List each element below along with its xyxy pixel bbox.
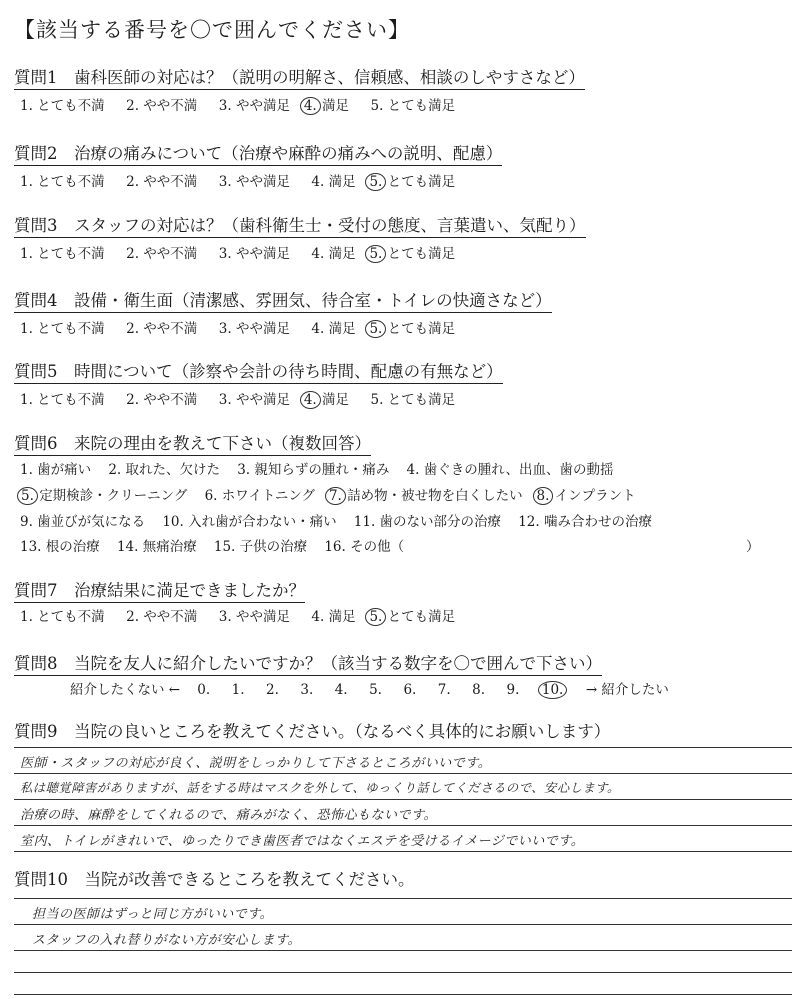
q10-rule [14,924,792,925]
q1-label: 質問1 歯科医師の対応は？（説明の明解さ、信頼感、相談のしやすさなど） [14,64,585,88]
q6-label: 質問6 来院の理由を教えて下さい（複数回答） [14,430,371,454]
q5-opt-3[interactable]: 3. やや満足 [218,392,290,408]
q8-label: 質問8 当院を友人に紹介したいですか？（該当する数字を〇で囲んで下さい） [14,650,602,674]
q5-opt-4-circled[interactable]: 4. [300,391,321,409]
q2-opt-3[interactable]: 3. やや満足 [218,174,290,190]
q6-opt-7-circled[interactable]: 7. [325,487,346,505]
q8-num-4[interactable]: 4. [334,682,348,698]
q8-num-3[interactable]: 3. [300,682,314,698]
q4-label: 質問4 設備・衛生面（清潔感、雰囲気、待合室・トイレの快適さなど） [14,287,552,311]
q9-answer-2: 私は聴覚障害がありますが、話をする時はマスクを外して、ゆっくり話してくださるので、安心します。 [20,781,620,795]
q5-opt-2[interactable]: 2. やや不満 [126,392,198,408]
q6-opt-13[interactable]: 13. 根の治療 [20,539,100,555]
q6-opt-4[interactable]: 4. 歯ぐきの腫れ、出血、歯の動揺 [406,462,614,478]
q3-opt-2[interactable]: 2. やや不満 [126,246,198,262]
q5-options [20,388,455,409]
q2-opt-4[interactable]: 4. 満足 [311,174,356,190]
q4-opt-1[interactable]: 1. とても不満 [20,321,105,337]
q8-num-0[interactable]: 0. [197,682,211,698]
q5-label: 質問5 時間について（診察や会計の待ち時間、配慮の有無など） [14,358,503,382]
q10-answer-2: スタッフの入れ替りがない方が安心します。 [32,933,301,948]
q3-opt-5-text: とても満足 [387,246,456,262]
q8-num-6[interactable]: 6. [403,682,417,698]
q8-num-8[interactable]: 8. [472,682,486,698]
q1-options [20,94,455,115]
q2-label: 質問2 治療の痛みについて（治療や麻酔の痛みへの説明、配慮） [14,140,502,164]
q6-opt-14[interactable]: 14. 無痛治療 [116,539,197,555]
q5-opt-1[interactable]: 1. とても不満 [20,392,105,408]
q7-opt-5-circled[interactable]: 5. [365,608,386,626]
q1-opt-5[interactable]: 5. とても満足 [370,98,456,114]
q6-opt-15[interactable]: 15. 子供の治療 [213,539,308,555]
q6-row4 [20,535,404,555]
q7-opt-5-text: とても満足 [387,609,456,625]
q8-num-5[interactable]: 5. [369,682,382,698]
q10-rule [14,950,792,951]
q6-opt-8-circled[interactable]: 8. [533,487,554,505]
q9-rule [14,851,792,852]
q6-opt-1[interactable]: 1. 歯が痛い [20,462,92,478]
q8-num-1[interactable]: 1. [231,682,245,698]
q4-opt-2[interactable]: 2. やや不満 [126,321,198,337]
q8-scale [70,678,669,699]
q10-answer-1: 担当の医師はずっと同じ方がいいです。 [32,907,274,922]
q3-opt-3[interactable]: 3. やや満足 [218,246,290,262]
q4-opt-3[interactable]: 3. やや満足 [218,321,290,337]
q7-opt-2[interactable]: 2. やや不満 [126,609,198,625]
q6-opt-7-text: 詰め物・被せ物を白くしたい [347,488,523,504]
q1-opt-4-circled[interactable]: 4. [300,97,321,115]
q5-opt-5[interactable]: 5. とても満足 [370,392,456,408]
q8-right-label: → 紹介したい [585,682,669,698]
q9-answer-4: 室内、トイレがきれいで、ゆったりでき歯医者ではなくエステを受けるイメージでいいです。 [20,834,585,849]
q2-opt-5-circled[interactable]: 5. [365,173,386,191]
q8-num-9[interactable]: 9. [506,682,520,698]
q3-opt-5-circled[interactable]: 5. [365,245,386,263]
q7-opt-4[interactable]: 4. 満足 [311,609,356,625]
q7-options [20,605,455,626]
q6-opt-8-text: インプラント [554,488,636,504]
q2-opt-5-text: とても満足 [387,174,456,190]
q6-opt-9[interactable]: 9. 歯並びが気になる [20,514,146,530]
q3-label: 質問3 スタッフの対応は？（歯科衛生士・受付の態度、言葉遣い、気配り） [14,212,586,236]
q1-opt-1[interactable]: 1. とても不満 [20,98,105,114]
q10-label: 質問10 当院が改善できるところを教えてください。 [14,870,415,889]
q4-opt-5-circled[interactable]: 5. [365,320,386,338]
q4-opt-4[interactable]: 4. 満足 [311,321,356,337]
q4-options [20,317,455,338]
q6-opt-10[interactable]: 10. 入れ歯が合わない・痛い [162,514,337,530]
q6-opt-3[interactable]: 3. 親知らずの腫れ・痛み [237,462,390,478]
q10-rule [14,994,792,995]
q10-rule [14,972,792,973]
q1-opt-3[interactable]: 3. やや満足 [218,98,290,114]
q10-rule [14,898,792,899]
q9-rule [14,799,792,800]
q6-opt-2[interactable]: 2. 取れた、欠けた [108,462,221,478]
q8-num-2[interactable]: 2. [266,682,279,698]
q8-num-7[interactable]: 7. [437,682,451,698]
q6-row2 [20,484,636,505]
q9-rule [14,747,792,748]
q7-opt-3[interactable]: 3. やや満足 [218,609,290,625]
q5-opt-4-text: 満足 [322,392,350,408]
q6-row1 [20,458,614,478]
page-title: 【該当する番号を〇で囲んでください】 [14,18,410,42]
q6-opt-5-text: 定期検診・クリーニング [39,488,188,504]
q8-left-label: 紹介したくない ← [70,682,181,698]
q9-rule [14,773,792,774]
q6-opt-5-circled[interactable]: 5. [17,487,38,505]
q6-opt-6[interactable]: 6. ホワイトニング [204,488,316,504]
q8-num-10-circled[interactable]: 10. [538,681,567,699]
q9-rule [14,825,792,826]
q2-opt-1[interactable]: 1. とても不満 [20,174,105,190]
q4-opt-5-text: とても満足 [387,321,456,337]
q1-opt-4-text: 満足 [322,98,350,114]
q9-answer-3: 治療の時、麻酔をしてくれるので、痛みがなく、恐怖心もないです。 [20,808,437,823]
q9-label: 質問9 当院の良いところを教えてください。（なるべく具体的にお願いします） [14,722,611,741]
q2-options [20,170,455,191]
q2-opt-2[interactable]: 2. やや不満 [126,174,198,190]
q6-row3 [20,510,652,530]
q3-opt-4[interactable]: 4. 満足 [311,246,356,262]
q3-opt-1[interactable]: 1. とても不満 [20,246,105,262]
q3-options [20,242,455,263]
q6-opt-11[interactable]: 11. 歯のない部分の治療 [353,514,502,530]
q6-other-close: ） [746,539,760,555]
q9-answer-1: 医師・スタッフの対応が良く、説明をしっかりして下さるところがいいです。 [20,756,492,771]
q7-label: 質問7 治療結果に満足できましたか？ [14,577,305,601]
q7-opt-1[interactable]: 1. とても不満 [20,609,105,625]
q6-opt-16[interactable]: 16. その他（ [324,539,405,555]
q1-opt-2[interactable]: 2. やや不満 [126,98,198,114]
q6-opt-12[interactable]: 12. 噛み合わせの治療 [518,514,652,530]
